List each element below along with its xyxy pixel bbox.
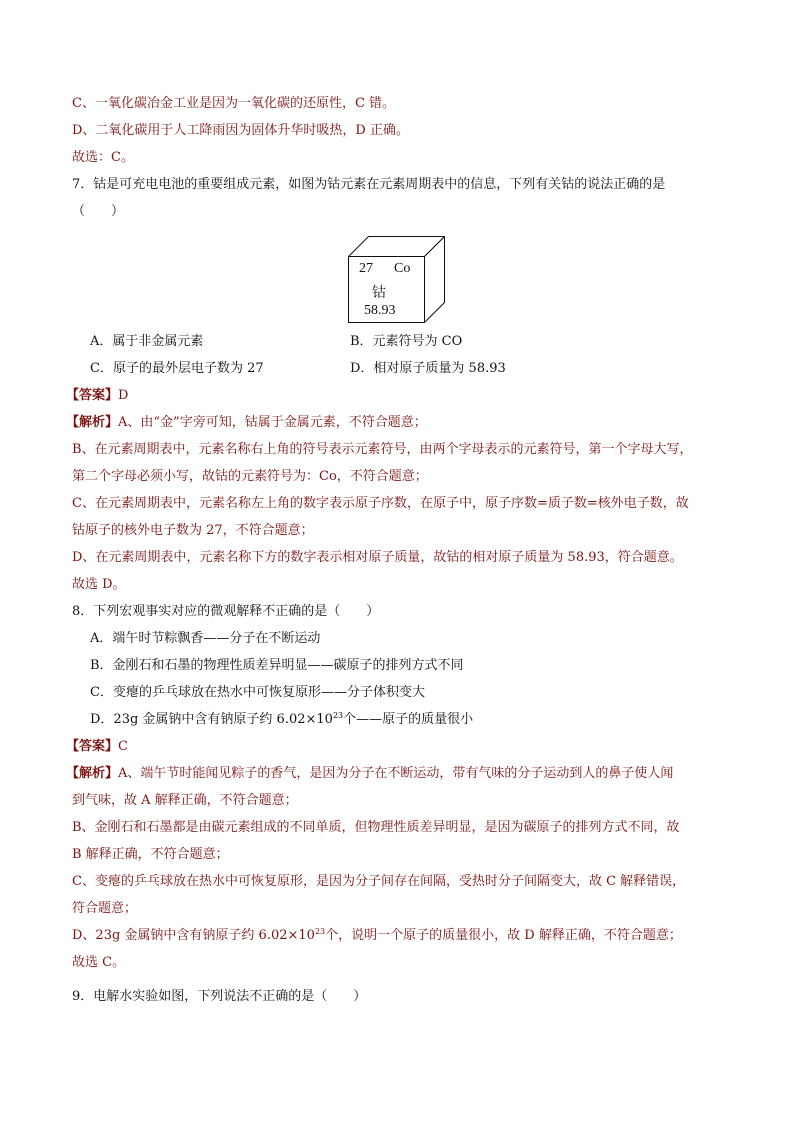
q8-analysis-b2: B 解释正确，不符合题意； xyxy=(72,847,229,862)
q8-option-c: C．变瘪的乒乓球放在热水中可恢复原形——分子体积变大 xyxy=(90,685,425,700)
answer-tag: 【答案】 xyxy=(66,739,119,754)
q8-analysis-a2: 到气味，故 A 解释正确，不符合题意； xyxy=(72,793,298,808)
q7-option-b: B．元素符号为 CO xyxy=(350,334,463,349)
q8-conclusion: 故选 C。 xyxy=(72,955,126,970)
q7-conclusion: 故选 D。 xyxy=(72,577,126,592)
q7-stem: 7．钴是可充电电池的重要组成元素，如图为钴元素在元素周期表中的信息，下列有关钴的说法正确的是 xyxy=(72,177,666,192)
q7-analysis-d: D、在元素周期表中，元素名称下方的数字表示相对原子质量，故钴的相对原子质量为 58.93，符合题意。 xyxy=(72,550,683,565)
answer-tag: 【答案】 xyxy=(66,388,119,403)
q8-analysis-b1: B、金刚石和石墨都是由碳元素组成的不同单质，但物理性质差异明显，是因为碳原子的排列方式不同，故 xyxy=(72,820,680,835)
periodic-element-tile xyxy=(348,236,445,323)
q8-option-a: A．端午时节粽飘香——分子在不断运动 xyxy=(90,631,321,646)
analysis-tag: 【解析】 xyxy=(66,415,119,430)
element-atomic-mass: 58.93 xyxy=(364,303,396,318)
analysis-text: A、端午节时能闻见粽子的香气，是因为分子在不断运动，带有气味的分子运动到人的鼻子使人闻 xyxy=(118,766,674,781)
q7-option-c: C．原子的最外层电子数为 27 xyxy=(90,361,264,376)
q7-paren: （ ） xyxy=(72,204,125,219)
q7-answer xyxy=(66,388,128,404)
q8-option-d-exponent: 23 xyxy=(332,711,344,720)
analysis-tag: 【解析】 xyxy=(66,766,119,781)
analysis-d-text: D、23g 金属钠中含有钠原子约 6.02×10 xyxy=(72,928,315,943)
q7-option-d: D．相对原子质量为 58.93 xyxy=(350,361,506,376)
q8-option-b: B．金刚石和石墨的物理性质差异明显——碳原子的排列方式不同 xyxy=(90,658,464,673)
q6-conclusion: 故选：C。 xyxy=(72,150,134,165)
q8-analysis-c1: C、变瘪的乒乓球放在热水中可恢复原形，是因为分子间存在间隔，受热时分子间隔变大，故 C 解释错误， xyxy=(72,874,686,889)
q8-option-d xyxy=(90,712,473,728)
answer-value: D xyxy=(118,388,129,403)
element-cube-outline xyxy=(348,236,445,323)
q8-stem: 8．下列宏观事实对应的微观解释不正确的是（ ） xyxy=(72,604,380,619)
q8-analysis-c2: 符合题意； xyxy=(72,901,138,916)
element-atomic-number: 27 xyxy=(359,261,373,276)
q7-analysis-b1: B、在元素周期表中，元素名称右上角的符号表示元素符号，由两个字母表示的元素符号，第一个字母大写， xyxy=(72,442,693,457)
q8-analysis-d xyxy=(72,928,682,944)
q7-analysis-a xyxy=(66,415,427,431)
analysis-text: A、由“金”字旁可知，钴属于金属元素，不符合题意； xyxy=(118,415,427,430)
q9-stem: 9．电解水实验如图，下列说法不正确的是（ ） xyxy=(72,989,367,1004)
element-name: 钴 xyxy=(372,286,386,301)
element-symbol: Co xyxy=(394,261,411,276)
q7-analysis-c2: 钴原子的核外电子数为 27，不符合题意； xyxy=(72,523,314,538)
analysis-d-exponent: 23 xyxy=(314,927,326,936)
q7-option-a: A．属于非金属元素 xyxy=(90,334,204,349)
analysis-d-text-end: 个，说明一个原子的质量很小，故 D 解释正确，不符合题意； xyxy=(325,928,682,943)
q8-option-d-text-end: 个——原子的质量很小 xyxy=(343,712,474,727)
q8-option-d-text: D．23g 金属钠中含有钠原子约 6.02×10 xyxy=(90,712,333,727)
q8-answer xyxy=(66,739,128,755)
q7-analysis-c1: C、在元素周期表中，元素名称左上角的数字表示原子序数，在原子中，原子序数=质子数=核外电子数，故 xyxy=(72,496,689,511)
q8-analysis-a1 xyxy=(66,766,673,782)
answer-value: C xyxy=(118,739,128,754)
q6-option-d-explanation: D、二氧化碳用于人工降雨因为固体升华时吸热，D 正确。 xyxy=(72,123,409,138)
q6-option-c-explanation: C、一氧化碳冶金工业是因为一氧化碳的还原性，C 错。 xyxy=(72,96,396,111)
q7-analysis-b2: 第二个字母必须小写，故钴的元素符号为：Co，不符合题意； xyxy=(72,469,428,484)
